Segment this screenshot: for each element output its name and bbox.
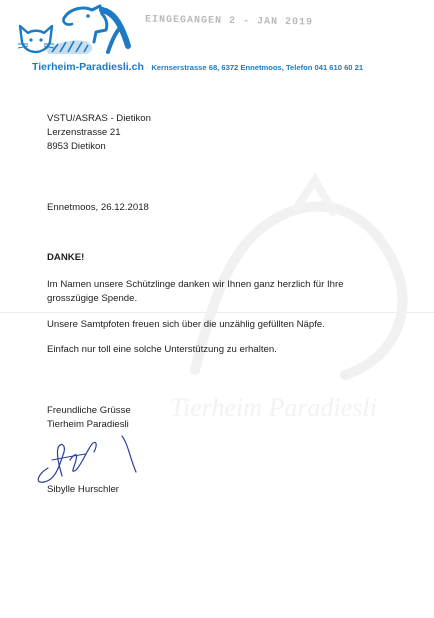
paragraph-3: Einfach nur toll eine solche Unterstützung zu erhalten. bbox=[47, 344, 277, 355]
letterhead-line bbox=[32, 57, 363, 75]
watermark-text: Tierheim Paradiesli bbox=[170, 393, 377, 422]
paragraph-2: Unsere Samtpfoten freuen sich über die unzählig gefüllten Näpfe. bbox=[47, 319, 325, 330]
closing-org: Tierheim Paradiesli bbox=[47, 419, 129, 430]
handwritten-signature-icon bbox=[30, 430, 150, 490]
paragraph-1-line-1: Im Namen unsere Schützlinge danken wir Ihnen ganz herzlich für Ihre bbox=[47, 279, 344, 290]
place-date: Ennetmoos, 26.12.2018 bbox=[47, 202, 149, 213]
recipient-line-3: 8953 Dietikon bbox=[47, 141, 106, 152]
recipient-line-2: Lerzenstrasse 21 bbox=[47, 127, 121, 138]
letter-heading: DANKE! bbox=[47, 252, 85, 263]
org-name: Tierheim-Paradiesli.ch bbox=[32, 61, 144, 73]
closing-greeting: Freundliche Grüsse bbox=[47, 405, 131, 416]
received-stamp: EINGEGANGEN 2 - JAN 2019 bbox=[144, 14, 314, 29]
recipient-line-1: VSTU/ASRAS - Dietikon bbox=[47, 113, 151, 124]
cat-and-dog-logo-icon bbox=[16, 2, 136, 58]
org-address: Kernserstrasse 68, 6372 Ennetmoos, Telefon 041 610 60 21 bbox=[151, 63, 364, 72]
signer-name: Sibylle Hurschler bbox=[47, 484, 119, 495]
paragraph-1-line-2: grosszügige Spende. bbox=[47, 293, 138, 304]
